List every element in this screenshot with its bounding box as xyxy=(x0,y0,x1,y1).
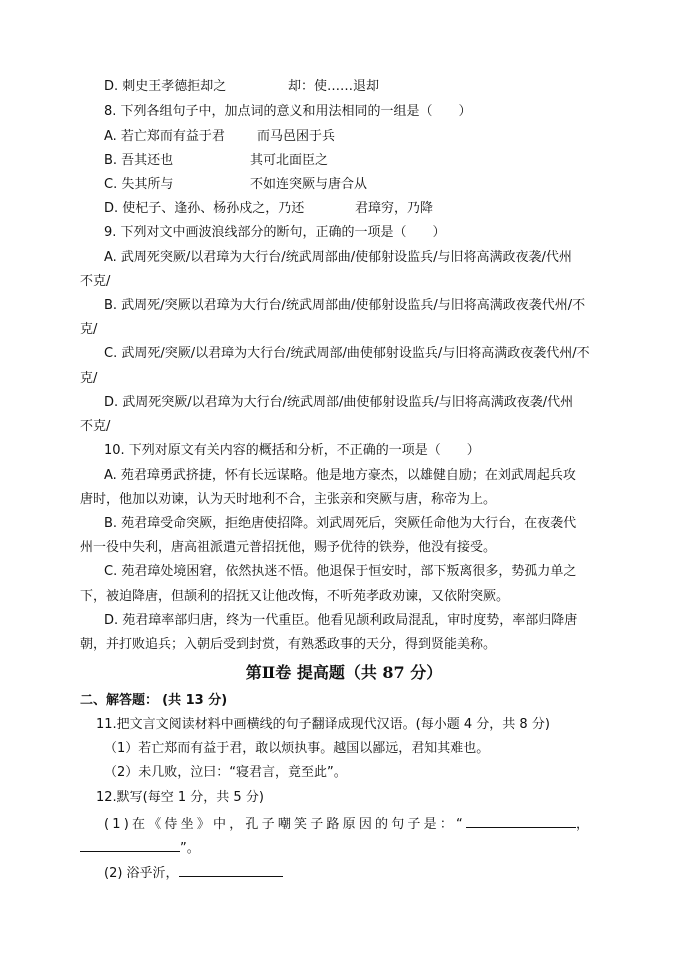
q8-option-b-right: 其可北面臣之 xyxy=(250,153,329,168)
q10-option-a-line1: A. 苑君璋勇武挤捷，怀有长远谋略。他是地方豪杰，以雄健自励；在刘武周起兵攻 xyxy=(104,468,576,483)
q10-option-d-line2: 朝，并打败追兵；入朝后受到封赏，有熟悉政事的天分，得到贤能美称。 xyxy=(80,637,497,652)
q8-option-a-right: 而马邑困于兵 xyxy=(257,129,336,144)
q8-option-c-left: C. 失其所与 xyxy=(104,177,174,192)
q9-option-d-line1: D. 武周死突厥/以君璋为大行台/统武周部/曲使郁射设监兵/与旧将高满政夜袭/代州 xyxy=(104,395,574,410)
q8-option-b-left: B. 吾其还也 xyxy=(104,153,174,168)
q10-option-c-line1: C. 苑君璋处境困窘，依然执迷不悟。他退保于恒安时，部下叛离很多，势孤力单之 xyxy=(104,564,577,579)
section-heading-points: (共 13 分) xyxy=(162,693,228,708)
q9-option-a-line1: A. 武周死突厥/以君璋为大行台/统武周部曲/使郁射设监兵/与旧将高满政夜袭/代州 xyxy=(104,250,572,265)
q10-stem: 10. 下列对原文有关内容的概括和分析，不正确的一项是（ ） xyxy=(104,443,480,458)
q9-stem: 9. 下列对文中画波浪线部分的断句，正确的一项是（ ） xyxy=(104,225,446,240)
q11-stem: 11.把文言文阅读材料中画横线的句子翻译成现代汉语。(每小题 4 分，共 8 分) xyxy=(96,717,550,732)
q9-option-d-line2: 不克/ xyxy=(80,419,111,434)
q12-item-1-comma: ， xyxy=(575,817,593,832)
section-title: 第Ⅱ卷 提高题（共 87 分） xyxy=(245,663,443,682)
q12-item-2-text: (2) 浴乎沂， xyxy=(104,866,179,881)
q8-option-d-left: D. 使杞子、逢孙、杨孙戍之，乃还 xyxy=(104,201,305,216)
section-heading xyxy=(80,692,227,710)
q9-option-b-line1: B. 武周死/突厥以君璋为大行台/统武周部曲/使郁射设监兵/与旧将高满政夜袭代州/不 xyxy=(104,298,586,313)
q10-option-a-line2: 唐时，他加以劝谏，认为天时地利不合，主张亲和突厥与唐，称帝为上。 xyxy=(80,492,497,507)
q9-option-b-line2: 克/ xyxy=(80,322,98,337)
q10-option-b-line2: 州一役中失利，唐高祖派遣元普招抚他，赐予优待的铁券，他没有接受。 xyxy=(80,540,497,555)
q10-option-c-line2: 下，被迫降唐，但颉利的招抚又让他改悔，不听苑孝政劝谏，又依附突厥。 xyxy=(80,589,510,604)
q7-option-d-left: D. 刺史王孝德拒却之 xyxy=(104,79,227,94)
q12-item-2 xyxy=(104,863,283,883)
q12-item-1-end: ”。 xyxy=(180,841,200,856)
answer-blank-2[interactable] xyxy=(80,838,180,852)
q12-stem: 12.默写(每空 1 分，共 5 分) xyxy=(96,790,264,805)
q11-item-1: （1）若亡郑而有益于君，敢以烦执事。越国以鄙远，君知其难也。 xyxy=(104,741,490,756)
q9-option-c-line2: 克/ xyxy=(80,371,98,386)
q10-option-d-line1: D. 苑君璋率部归唐，终为一代重臣。他看见颉利政局混乱，审时度势，率部归降唐 xyxy=(104,613,578,628)
answer-blank-1[interactable] xyxy=(466,814,576,828)
q12-item-1 xyxy=(104,814,592,834)
q8-option-d-right: 君璋穷，乃降 xyxy=(355,201,434,216)
q7-option-d-right: 却：使……退却 xyxy=(288,79,380,94)
section-heading-label: 二、解答题： xyxy=(80,693,159,708)
q10-option-b-line1: B. 苑君璋受命突厥，拒绝唐使招降。刘武周死后，突厥任命他为大行台，在夜袭代 xyxy=(104,516,577,531)
q9-option-c-line1: C. 武周死/突厥/以君璋为大行台/统武周部/曲使郁射设监兵/与旧将高满政夜袭代州/不 xyxy=(104,346,590,361)
q9-option-a-line2: 不克/ xyxy=(80,274,111,289)
q8-option-c-right: 不如连突厥与唐合从 xyxy=(250,177,368,192)
q12-item-1-text: (1)在《侍坐》中，孔子嘲笑子路原因的句子是：“ xyxy=(104,817,466,832)
q8-option-a-left: A. 若亡郑而有益于君 xyxy=(104,129,225,144)
answer-blank-3[interactable] xyxy=(179,863,283,877)
q12-item-1-cont xyxy=(80,838,200,858)
q8-stem: 8. 下列各组句子中，加点词的意义和用法相同的一组是（ ） xyxy=(104,104,472,119)
q11-item-2: （2）未几败，泣曰：“寝君言，竟至此”。 xyxy=(104,765,347,780)
